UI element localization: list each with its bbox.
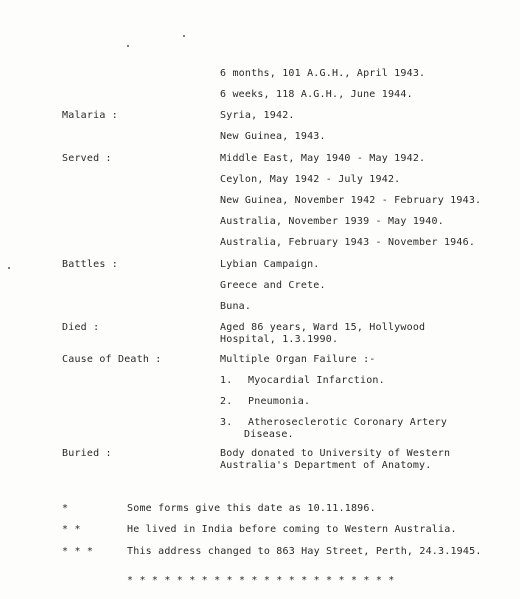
footnote-text: This address changed to 863 Hay Street, Perth, 24.3.1945.: [127, 546, 482, 557]
cause-entry: Atheroseclerotic Coronary Artery: [248, 417, 448, 428]
served-entry: New Guinea, November 1942 - February 1943.: [220, 195, 482, 206]
malaria-entry: New Guinea, 1943.: [220, 131, 326, 142]
footnote-mark: * * *: [62, 546, 94, 557]
served-entry: Middle East, May 1940 - May 1942.: [220, 153, 426, 164]
malaria-entry: Syria, 1942.: [220, 110, 295, 121]
malaria-label: Malaria :: [62, 110, 118, 121]
footnote-text: Some forms give this date as 10.11.1896.: [127, 503, 376, 514]
cause-label: Cause of Death :: [62, 354, 162, 365]
died-entry: Hospital, 1.3.1990.: [220, 334, 339, 345]
footnote-text: He lived in India before coming to Western Australia.: [127, 524, 457, 535]
separator-line: * * * * * * * * * * * * * * * * * * * * * *: [127, 575, 395, 586]
footnote-mark: *: [62, 503, 69, 514]
buried-entry: Australia's Department of Anatomy.: [220, 460, 432, 471]
served-entry: Ceylon, May 1942 - July 1942.: [220, 174, 401, 185]
cause-number: 2.: [220, 396, 233, 407]
speck: [183, 35, 185, 37]
cause-number: 3.: [220, 417, 233, 428]
battles-label: Battles :: [62, 259, 118, 270]
footnote-mark: * *: [62, 524, 81, 535]
cause-entry: Myocardial Infarction.: [248, 375, 385, 386]
died-entry: Aged 86 years, Ward 15, Hollywood: [220, 322, 426, 333]
speck: [127, 45, 129, 47]
cause-number: 1.: [220, 375, 233, 386]
died-label: Died :: [62, 322, 100, 333]
served-label: Served :: [62, 153, 112, 164]
cause-entry: Disease.: [244, 429, 294, 440]
cause-entry: Multiple Organ Failure :-: [220, 354, 376, 365]
battles-entry: Greece and Crete.: [220, 280, 326, 291]
buried-entry: Body donated to University of Western: [220, 448, 451, 459]
served-entry: Australia, November 1939 - May 1940.: [220, 216, 444, 227]
treatment-line-2: 6 weeks, 118 A.G.H., June 1944.: [220, 89, 413, 100]
treatment-line-1: 6 months, 101 A.G.H., April 1943.: [220, 68, 426, 79]
served-entry: Australia, February 1943 - November 1946.: [220, 237, 476, 248]
battles-entry: Lybian Campaign.: [220, 259, 320, 270]
cause-entry: Pneumonia.: [248, 396, 311, 407]
battles-entry: Buna.: [220, 301, 252, 312]
speck: [8, 267, 10, 269]
buried-label: Buried :: [62, 448, 112, 459]
